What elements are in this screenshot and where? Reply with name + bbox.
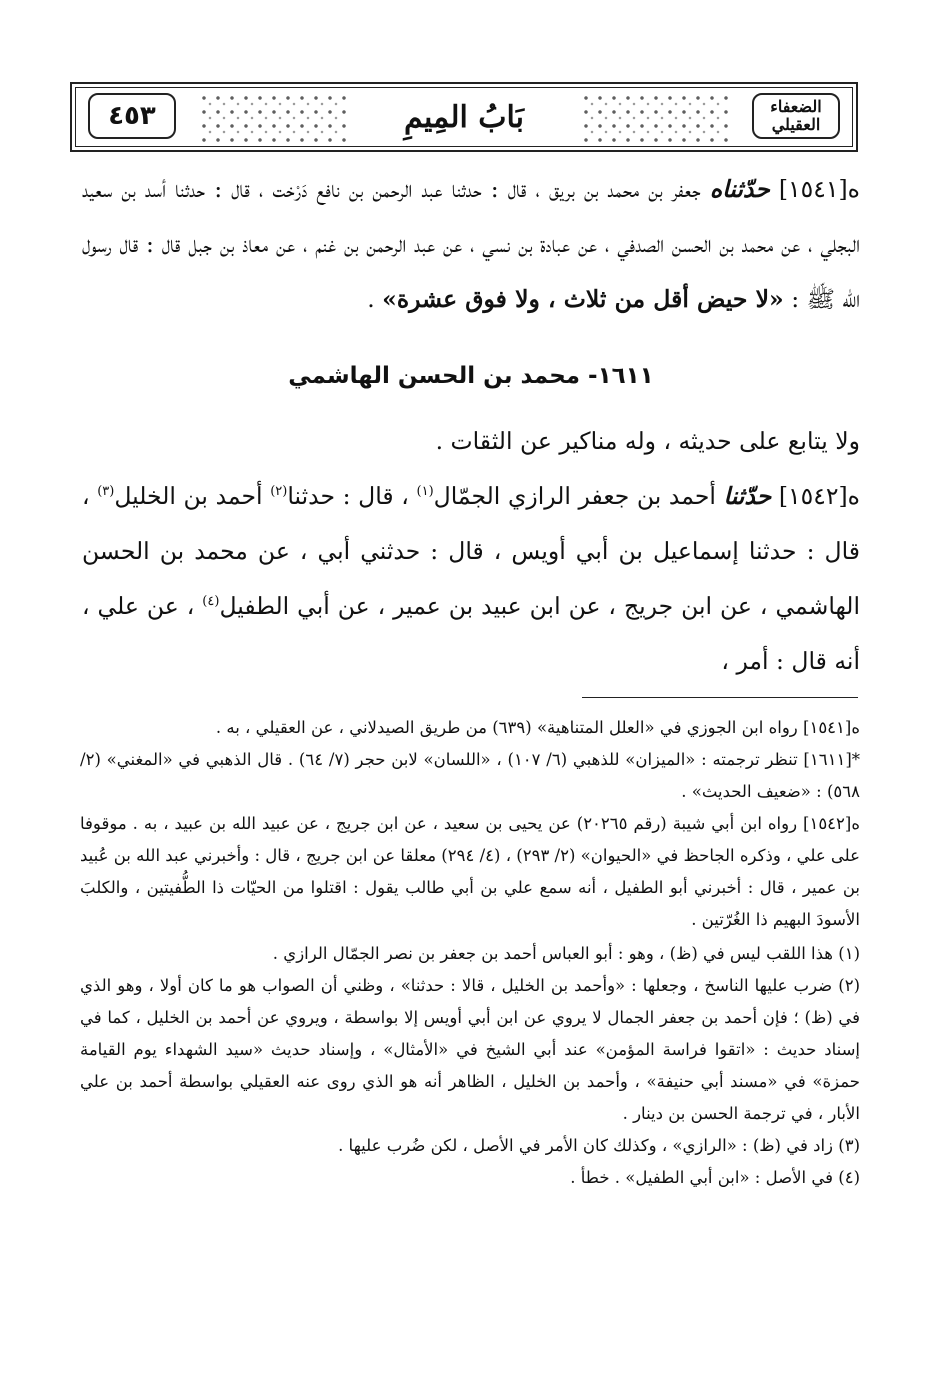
main-text [82,162,860,689]
notes-section [80,712,860,1194]
chapter-title: بَابُ المِيمِ [362,94,566,140]
book-logo-box [752,93,840,139]
note-1542: ه[١٥٤٢] رواه ابن أبي شيبة (رقم ٢٠٢٦٥) عن يحيى بن سعيد ، عن ابن جريج ، عن عبيد الله بن عبيد ، به . موقوفا على علي ، وذكره الجاحظ في «الحيوان» (٢/ ٢٩٣) ، (٤/ ٢٩٤) معلقا عن ابن جريج ، قال : وأخبرني عبد الله بن عُبيد بن عمير ، قال : أخبرني أبو الطفيل ، أنه سمع علي بن أبي طالب يقول : اقتلوا من الحيّات ذا الطُّفيتين ، والكلبَ الأسودَ البهيم ذا الغُرّتين . [80,814,861,929]
hadith-text: أحمد بن الخليل [114,482,271,510]
hadith-matn: «لا حيض أقل من ثلاث ، ولا فوق عشرة» [382,285,784,313]
footnote-ref-2[interactable]: (٢) [270,484,288,500]
hadith-end: . [367,285,383,313]
note-1541: ه[١٥٤١] رواه ابن الجوزي في «العلل المتناهية» (٦٣٩) من طريق الصيدلاني ، عن العقيلي ، به . [215,718,860,737]
footnote-1: (١) هذا اللقب ليس في (ظ) ، وهو : أبو العباس أحمد بن جعفر بن نصر الجمّال الرازي . [272,944,860,963]
hadith-text: أحمد بن جعفر الرازي الجمّال [433,482,724,510]
book-logo: الضعفاء العقيلي [770,97,822,134]
hadith-number: ه[١٥٤٢] [778,482,860,510]
hadith-text: ، عن علي ، أنه قال : أمر ، [82,592,860,675]
footnote-ref-4[interactable]: (٤) [202,594,220,610]
footnote-4: (٤) في الأصل : «ابن أبي الطفيل» . خطأ . [570,1168,860,1187]
footnote-ref-1[interactable]: (١) [416,484,434,500]
footnotes [80,938,860,1194]
page-header [70,82,858,152]
hadith-1542 [82,469,860,689]
ornament-left [198,92,348,142]
hadith-opening: حدّثنا [723,482,772,510]
ornament-right [580,92,730,142]
entry-heading: ١٦١١- محمد بن الحسن الهاشمي [288,363,654,389]
footnote-3: (٣) زاد في (ظ) : «الرازي» ، وكذلك كان الأمر في الأصل ، لكن ضُرب عليها . [338,1136,860,1155]
notes-divider [582,697,858,698]
hadith-number: ه[١٥٤١] [778,175,860,203]
hadith-1541 [82,162,860,327]
page-number-box [88,93,176,139]
footnote-2: (٢) ضرب عليها الناسخ ، وجعلها : «وأحمد بن الخليل ، قالا : حدثنا» ، وظني أن الصواب هو ما كان أولا ، وهو الذي في (ظ) ؛ فإن أحمد بن جعفر الجمال لا يروي عن ابن أبي أويس إلا بواسطة ، ويروي عن أحمد بن الخليل ، كما في إسناد حديث : «اتقوا فراسة المؤمن» عند أبي الشيخ في «الأمثال» ، وإسناد حديث «سيد الشهداء يوم القيامة حمزة» في «مسند أبي حنيفة» ، وأحمد بن الخليل ، الظاهر أنه هو الذي روى عنه العقيلي بواسطة أحمد بن علي الأبار ، في ترجمة الحسن بن دينار . [80,976,860,1123]
hadith-text: ، قال : حدثنا [287,482,417,510]
hadith-isnad: جعفر بن محمد بن بريق ، قال : حدثنا عبد الرحمن بن نافع دَرْخت ، قال : حدثنا أسد بن سعيد البجلي ، عن محمد بن الحسن الصدفي ، عن عبادة بن نسي ، عن عبد الرحمن بن غنم ، عن معاذ بن جبل قال : قال رسول الله ﷺ : [82,175,860,313]
hadith-opening: حدّثناه [709,175,770,203]
footnote-ref-3[interactable]: (٣) [97,484,115,500]
page-number: ٤٥٣ [108,101,156,131]
hadith-text: ، قال : حدثنا إسماعيل بن أبي أويس ، قال : حدثني أبي ، عن محمد بن الحسن الهاشمي ، عن ابن جريج ، عن ابن عبيد بن عمير ، عن أبي الطفيل [82,482,860,620]
note-1611: *[١٦١١] تنظر ترجمته : «الميزان» للذهبي (٦/ ١٠٧) ، «اللسان» لابن حجر (٧/ ٦٤) . قال الذهبي في «المغني» (٢/ ٥٦٨) : «ضعيف الحديث» . [80,750,861,801]
entry-description: ولا يتابع على حديثه ، وله مناكير عن الثقات . [435,427,860,455]
